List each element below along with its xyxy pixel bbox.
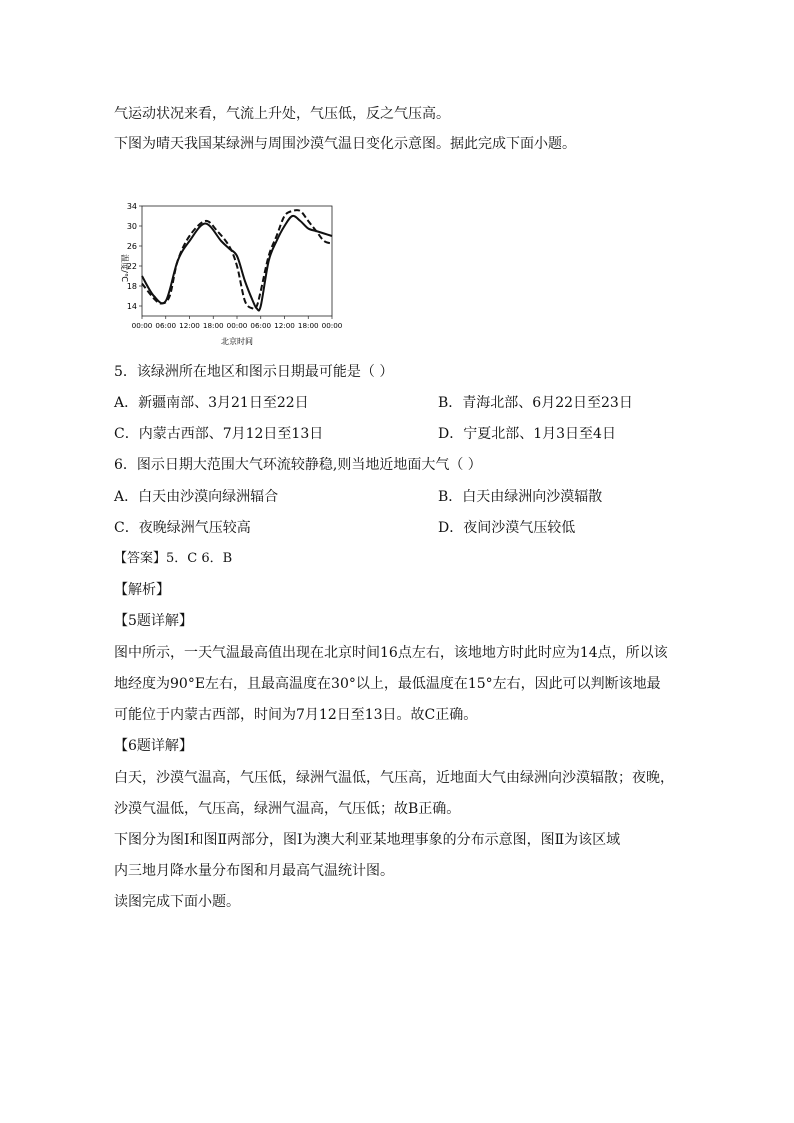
question-5: 5．该绿洲所在地区和图示日期最可能是（ ） — [114, 364, 394, 380]
question-6: 6．图示日期大范围大气环流较静稳,则当地近地面大气（ ） — [114, 457, 482, 473]
x-tick-label: 06:00 — [250, 321, 272, 330]
series-group — [142, 210, 332, 311]
plot-frame — [142, 206, 332, 316]
x-tick-label: 12:00 — [274, 321, 295, 330]
q5-explanation-line: 图中所示，一天气温最高值出现在北京时间16点左右，该地地方时此时应为14点，所以该 — [114, 645, 668, 661]
q5-explanation-line: 可能位于内蒙古西部，时间为7月12日至13日。故C正确。 — [114, 707, 478, 723]
x-axis-label: 北京时间 — [221, 337, 253, 346]
q5-option-d[interactable]: D．宁夏北部、1月3日至4日 — [438, 426, 616, 442]
q6-option-d[interactable]: D．夜间沙漠气压较低 — [438, 520, 576, 536]
x-tick-label: 00:00 — [131, 321, 153, 330]
x-tick-label: 18:00 — [202, 321, 224, 330]
y-tick-label: 22 — [126, 262, 137, 271]
y-tick-label: 26 — [126, 242, 137, 251]
q5-option-b[interactable]: B．青海北部、6月22日至23日 — [438, 395, 633, 411]
q6-explanation-line: 白天，沙漠气温高，气压低，绿洲气温低，气压高，近地面大气由绿洲向沙漠辐散；夜晚， — [114, 770, 674, 786]
temperature-chart — [110, 198, 350, 348]
x-ticks — [132, 316, 343, 330]
intro-line: 下图为晴天我国某绿洲与周围沙漠气温日变化示意图。据此完成下面小题。 — [114, 136, 576, 152]
y-axis-label: 温度/℃ — [120, 254, 129, 282]
q6-option-b[interactable]: B．白天由绿洲向沙漠辐散 — [438, 489, 603, 505]
q5-explanation-line: 地经度为90°E左右，且最高温度在30°以上，最低温度在15°左右，因此可以判断该地最 — [114, 676, 661, 692]
x-tick-label: 00:00 — [226, 321, 248, 330]
y-tick-label: 18 — [126, 282, 137, 291]
next-intro-line: 下图分为图Ⅰ和图Ⅱ两部分，图Ⅰ为澳大利亚某地理事象的分布示意图，图Ⅱ为该区域 — [114, 832, 621, 848]
analysis-heading: 【解析】 — [114, 582, 170, 598]
y-tick-label: 34 — [126, 202, 137, 211]
q6-option-a[interactable]: A．白天由沙漠向绿洲辐合 — [114, 489, 279, 505]
q6-detail-heading: 【6题详解】 — [114, 738, 193, 754]
answer-line: 【答案】5．C 6．B — [114, 551, 233, 566]
next-intro-line: 内三地月降水量分布图和月最高气温统计图。 — [114, 863, 394, 879]
x-tick-label: 00:00 — [321, 321, 343, 330]
next-intro-line: 读图完成下面小题。 — [114, 894, 240, 910]
x-tick-label: 18:00 — [297, 321, 319, 330]
q6-explanation-line: 沙漠气温低，气压高，绿洲气温高，气压低；故B正确。 — [114, 801, 461, 817]
q5-detail-heading: 【5题详解】 — [114, 613, 193, 629]
text-line: 气运动状况来看，气流上升处，气压低，反之气压高。 — [114, 106, 450, 122]
y-tick-label: 30 — [126, 222, 137, 231]
q6-option-c[interactable]: C．夜晚绿洲气压较高 — [114, 520, 251, 536]
x-tick-label: 06:00 — [155, 321, 177, 330]
x-tick-label: 12:00 — [179, 321, 200, 330]
y-tick-label: 14 — [126, 302, 137, 311]
q5-option-a[interactable]: A．新疆南部、3月21日至22日 — [114, 395, 309, 411]
q5-option-c[interactable]: C．内蒙古西部、7月12日至13日 — [114, 426, 324, 442]
